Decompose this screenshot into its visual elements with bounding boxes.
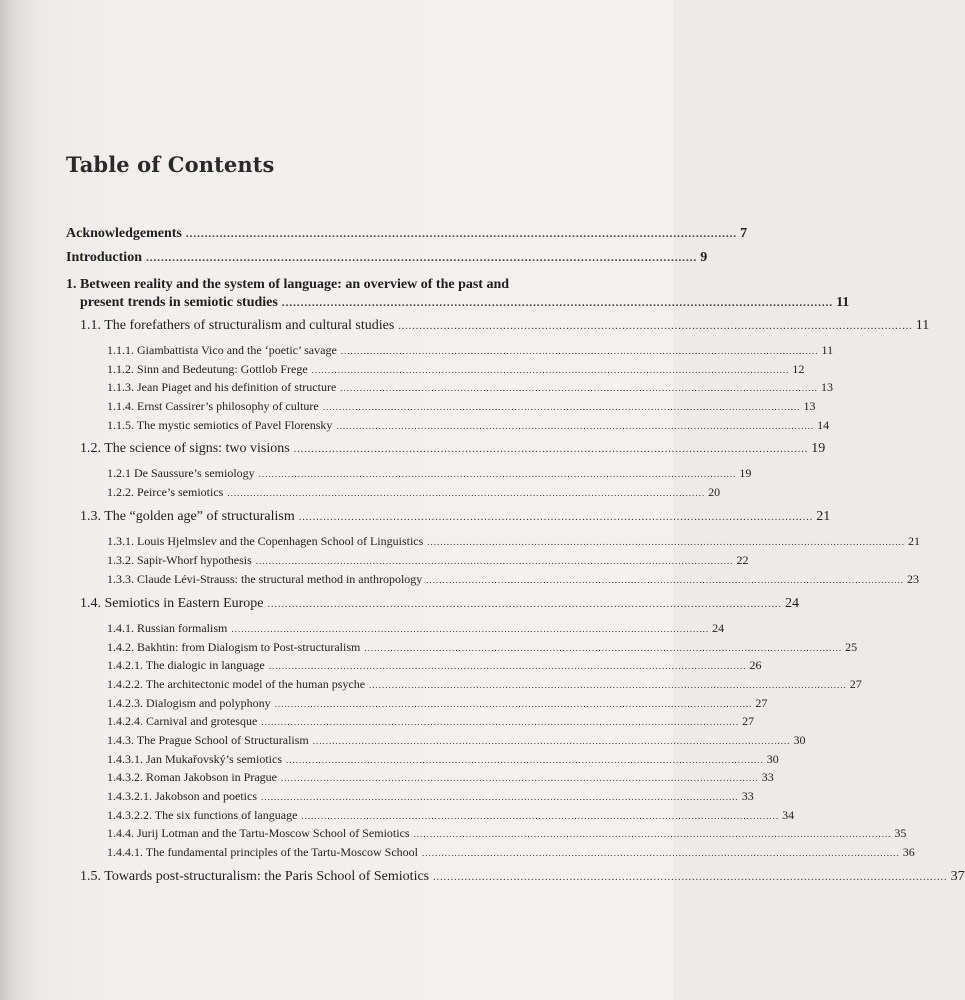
toc-entry-page: 23 bbox=[907, 572, 920, 586]
toc-entry-label: 1.5. Towards post-structuralism: the Paris School of Semiotics bbox=[80, 869, 430, 884]
toc-entry: 1.3.3. Claude Lévi-Strauss: the structural method in anthropology ................................................................................................................................................... 23 bbox=[107, 572, 920, 586]
toc-entry-page: 9 bbox=[700, 250, 708, 265]
toc-entry: 1.5. Towards post-structuralism: the Paris School of Semiotics ................................................................................................................................................... 37 bbox=[80, 869, 965, 884]
toc-entry-chapter-1-line1 bbox=[66, 276, 586, 294]
toc-entry-page: 27 bbox=[849, 677, 862, 691]
toc-entry: 1.4.2.4. Carnival and grotesque ................................................................................................................................................... 27 bbox=[107, 714, 755, 728]
toc-entry-page: 11 bbox=[821, 343, 834, 357]
toc-entry-label: 1.4.3.1. Jan Mukařovský’s semiotics bbox=[107, 752, 282, 766]
toc-entry-label: 1.1.2. Sinn and Bedeutung: Gottlob Frege bbox=[107, 362, 308, 376]
toc-entry-label: 1.1.5. The mystic semiotics of Pavel Florensky bbox=[107, 418, 333, 432]
toc-entry-label: 1.4.2.3. Dialogism and polyphony bbox=[107, 696, 271, 710]
toc-entry: 1.4.3.2.1. Jakobson and poetics ................................................................................................................................................... 33 bbox=[107, 789, 754, 803]
toc-entry-chapter-1-line2: present trends in semiotic studies ................................................................................................................................................... 11 bbox=[80, 295, 850, 310]
toc-entry-page: 24 bbox=[712, 621, 725, 635]
toc-entry-label: 1.3. The “golden age” of structuralism bbox=[80, 509, 295, 524]
toc-entry-page: 33 bbox=[741, 789, 754, 803]
toc-entry-page: 26 bbox=[749, 658, 762, 672]
toc-entry-page: 13 bbox=[803, 399, 816, 413]
toc-entry-page: 34 bbox=[782, 808, 795, 822]
toc-entry-page: 30 bbox=[766, 752, 779, 766]
toc-entry: 1.4.2.2. The architectonic model of the human psyche ................................................................................................................................................... 27 bbox=[107, 677, 862, 691]
toc-entry-page: 19 bbox=[811, 441, 826, 456]
toc-entry: 1.3.1. Louis Hjelmslev and the Copenhagen School of Linguistics ................................................................................................................................................... 21 bbox=[107, 534, 921, 548]
toc-entry-page: 35 bbox=[894, 826, 907, 840]
toc-entry: 1.4.2. Bakhtin: from Dialogism to Post-structuralism ................................................................................................................................................... 25 bbox=[107, 640, 858, 654]
toc-entry-page: 27 bbox=[742, 714, 755, 728]
toc-entry-label: present trends in semiotic studies bbox=[80, 295, 278, 310]
toc-entry: 1.3. The “golden age” of structuralism ................................................................................................................................................... 21 bbox=[80, 509, 831, 524]
page-title: Table of Contents bbox=[66, 152, 275, 177]
toc-entry-page: 27 bbox=[755, 696, 768, 710]
toc-entry-page: 14 bbox=[817, 418, 830, 432]
toc-entry-label: 1.4.3.2.1. Jakobson and poetics bbox=[107, 789, 257, 803]
toc-entry-label: Introduction bbox=[66, 250, 142, 265]
toc-entry-label: 1.3.2. Sapir-Whorf hypothesis bbox=[107, 553, 252, 567]
toc-entry: 1.1.3. Jean Piaget and his definition of structure ................................................................................................................................................... 13 bbox=[107, 380, 834, 394]
toc-entry-label: Acknowledgements bbox=[66, 226, 182, 241]
toc-entry-page: 36 bbox=[902, 845, 915, 859]
toc-entry: 1.4.3.2.2. The six functions of language ................................................................................................................................................... 34 bbox=[107, 808, 795, 822]
toc-entry-introduction: Introduction ................................................................................................................................................... 9 bbox=[66, 250, 708, 265]
toc-entry-label: 1.1.3. Jean Piaget and his definition of structure bbox=[107, 380, 337, 394]
toc-entry: 1.4.2.3. Dialogism and polyphony ................................................................................................................................................... 27 bbox=[107, 696, 768, 710]
toc-entry-label: 1.4.2.4. Carnival and grotesque bbox=[107, 714, 258, 728]
toc-entry-label: 1.4.4.1. The fundamental principles of the Tartu-Moscow School bbox=[107, 845, 418, 859]
toc-entry-label: 1.3.1. Louis Hjelmslev and the Copenhagen School of Linguistics bbox=[107, 534, 424, 548]
toc-entry-page: 33 bbox=[761, 770, 774, 784]
toc-entry-label: 1.4.3.2.2. The six functions of language bbox=[107, 808, 298, 822]
toc-entry-label: 1.2. The science of signs: two visions bbox=[80, 441, 290, 456]
toc-entry: 1.1. The forefathers of structuralism and cultural studies ................................................................................................................................................... 11 bbox=[80, 318, 930, 333]
toc-entry-page: 30 bbox=[793, 733, 806, 747]
toc-entry-page: 21 bbox=[816, 509, 831, 524]
toc-entry-page: 21 bbox=[908, 534, 921, 548]
toc-entry-label: 1.1.4. Ernst Cassirer’s philosophy of culture bbox=[107, 399, 319, 413]
toc-entry-page: 37 bbox=[950, 869, 965, 884]
toc-entry-page: 12 bbox=[792, 362, 805, 376]
toc-entry-label: 1.1.1. Giambattista Vico and the ‘poetic’ savage bbox=[107, 343, 337, 357]
toc-entry-label: 1.4. Semiotics in Eastern Europe bbox=[80, 596, 264, 611]
toc-entry: 1.4.3.1. Jan Mukařovský’s semiotics ................................................................................................................................................... 30 bbox=[107, 752, 779, 766]
toc-entry-label: 1.4.2. Bakhtin: from Dialogism to Post-structuralism bbox=[107, 640, 361, 654]
toc-entry: 1.2. The science of signs: two visions ................................................................................................................................................... 19 bbox=[80, 441, 826, 456]
toc-entry-label: 1.4.3. The Prague School of Structuralism bbox=[107, 733, 309, 747]
toc-entry-label: 1.4.2.2. The architectonic model of the human psyche bbox=[107, 677, 366, 691]
toc-entry-page: 11 bbox=[836, 295, 850, 310]
toc-entry: 1.1.1. Giambattista Vico and the ‘poetic’ savage ................................................................................................................................................... 11 bbox=[107, 343, 834, 357]
toc-entry-page: 7 bbox=[740, 226, 748, 241]
toc-entry: 1.1.5. The mystic semiotics of Pavel Florensky ................................................................................................................................................... 14 bbox=[107, 418, 830, 432]
toc-entry: 1.4.3.2. Roman Jakobson in Prague ................................................................................................................................................... 33 bbox=[107, 770, 774, 784]
toc-entry: 1.4.4. Jurij Lotman and the Tartu-Moscow School of Semiotics ................................................................................................................................................... 35 bbox=[107, 826, 907, 840]
toc-entry-page: 11 bbox=[915, 318, 930, 333]
toc-entry-label: 1.2.2. Peirce’s semiotics bbox=[107, 485, 224, 499]
toc-entry-label: 1.4.2.1. The dialogic in language bbox=[107, 658, 265, 672]
toc-entry-label: 1.2.1 De Saussure’s semiology bbox=[107, 466, 255, 480]
toc-entry-label: 1.4.1. Russian formalism bbox=[107, 621, 228, 635]
toc-entry-label: 1.4.4. Jurij Lotman and the Tartu-Moscow School of Semiotics bbox=[107, 826, 410, 840]
toc-entry-label: 1.4.3.2. Roman Jakobson in Prague bbox=[107, 770, 277, 784]
toc-entry: 1.4.1. Russian formalism ................................................................................................................................................... 24 bbox=[107, 621, 725, 635]
toc-entry: 1.4.2.1. The dialogic in language ................................................................................................................................................... 26 bbox=[107, 658, 762, 672]
toc-entry: 1.4.4.1. The fundamental principles of the Tartu-Moscow School ................................................................................................................................................... 36 bbox=[107, 845, 915, 859]
toc-entry: 1.1.4. Ernst Cassirer’s philosophy of culture ................................................................................................................................................... 13 bbox=[107, 399, 816, 413]
toc-entry-page: 25 bbox=[845, 640, 858, 654]
toc-entry-page: 20 bbox=[708, 485, 721, 499]
toc-entry-label: 1.3.3. Claude Lévi-Strauss: the structural method in anthropology bbox=[107, 572, 423, 586]
toc-entry-label: 1.1. The forefathers of structuralism and cultural studies bbox=[80, 318, 395, 333]
toc-entry: 1.3.2. Sapir-Whorf hypothesis ................................................................................................................................................... 22 bbox=[107, 553, 749, 567]
toc-entry-label: 1. Between reality and the system of language: an overview of the past and bbox=[66, 277, 510, 292]
toc-entry-acknowledgements: Acknowledgements ................................................................................................................................................... 7 bbox=[66, 226, 748, 241]
toc-entry-page: 24 bbox=[785, 596, 800, 611]
toc-entry-page: 22 bbox=[736, 553, 749, 567]
toc-entry: 1.2.1 De Saussure’s semiology ................................................................................................................................................... 19 bbox=[107, 466, 752, 480]
toc-entry: 1.4.3. The Prague School of Structuralism ................................................................................................................................................... 30 bbox=[107, 733, 806, 747]
toc-entry: 1.1.2. Sinn and Bedeutung: Gottlob Frege ................................................................................................................................................... 12 bbox=[107, 362, 805, 376]
toc-entry: 1.4. Semiotics in Eastern Europe ................................................................................................................................................... 24 bbox=[80, 596, 800, 611]
toc-entry-page: 19 bbox=[739, 466, 752, 480]
toc-entry: 1.2.2. Peirce’s semiotics ................................................................................................................................................... 20 bbox=[107, 485, 721, 499]
toc-entry-page: 13 bbox=[821, 380, 834, 394]
